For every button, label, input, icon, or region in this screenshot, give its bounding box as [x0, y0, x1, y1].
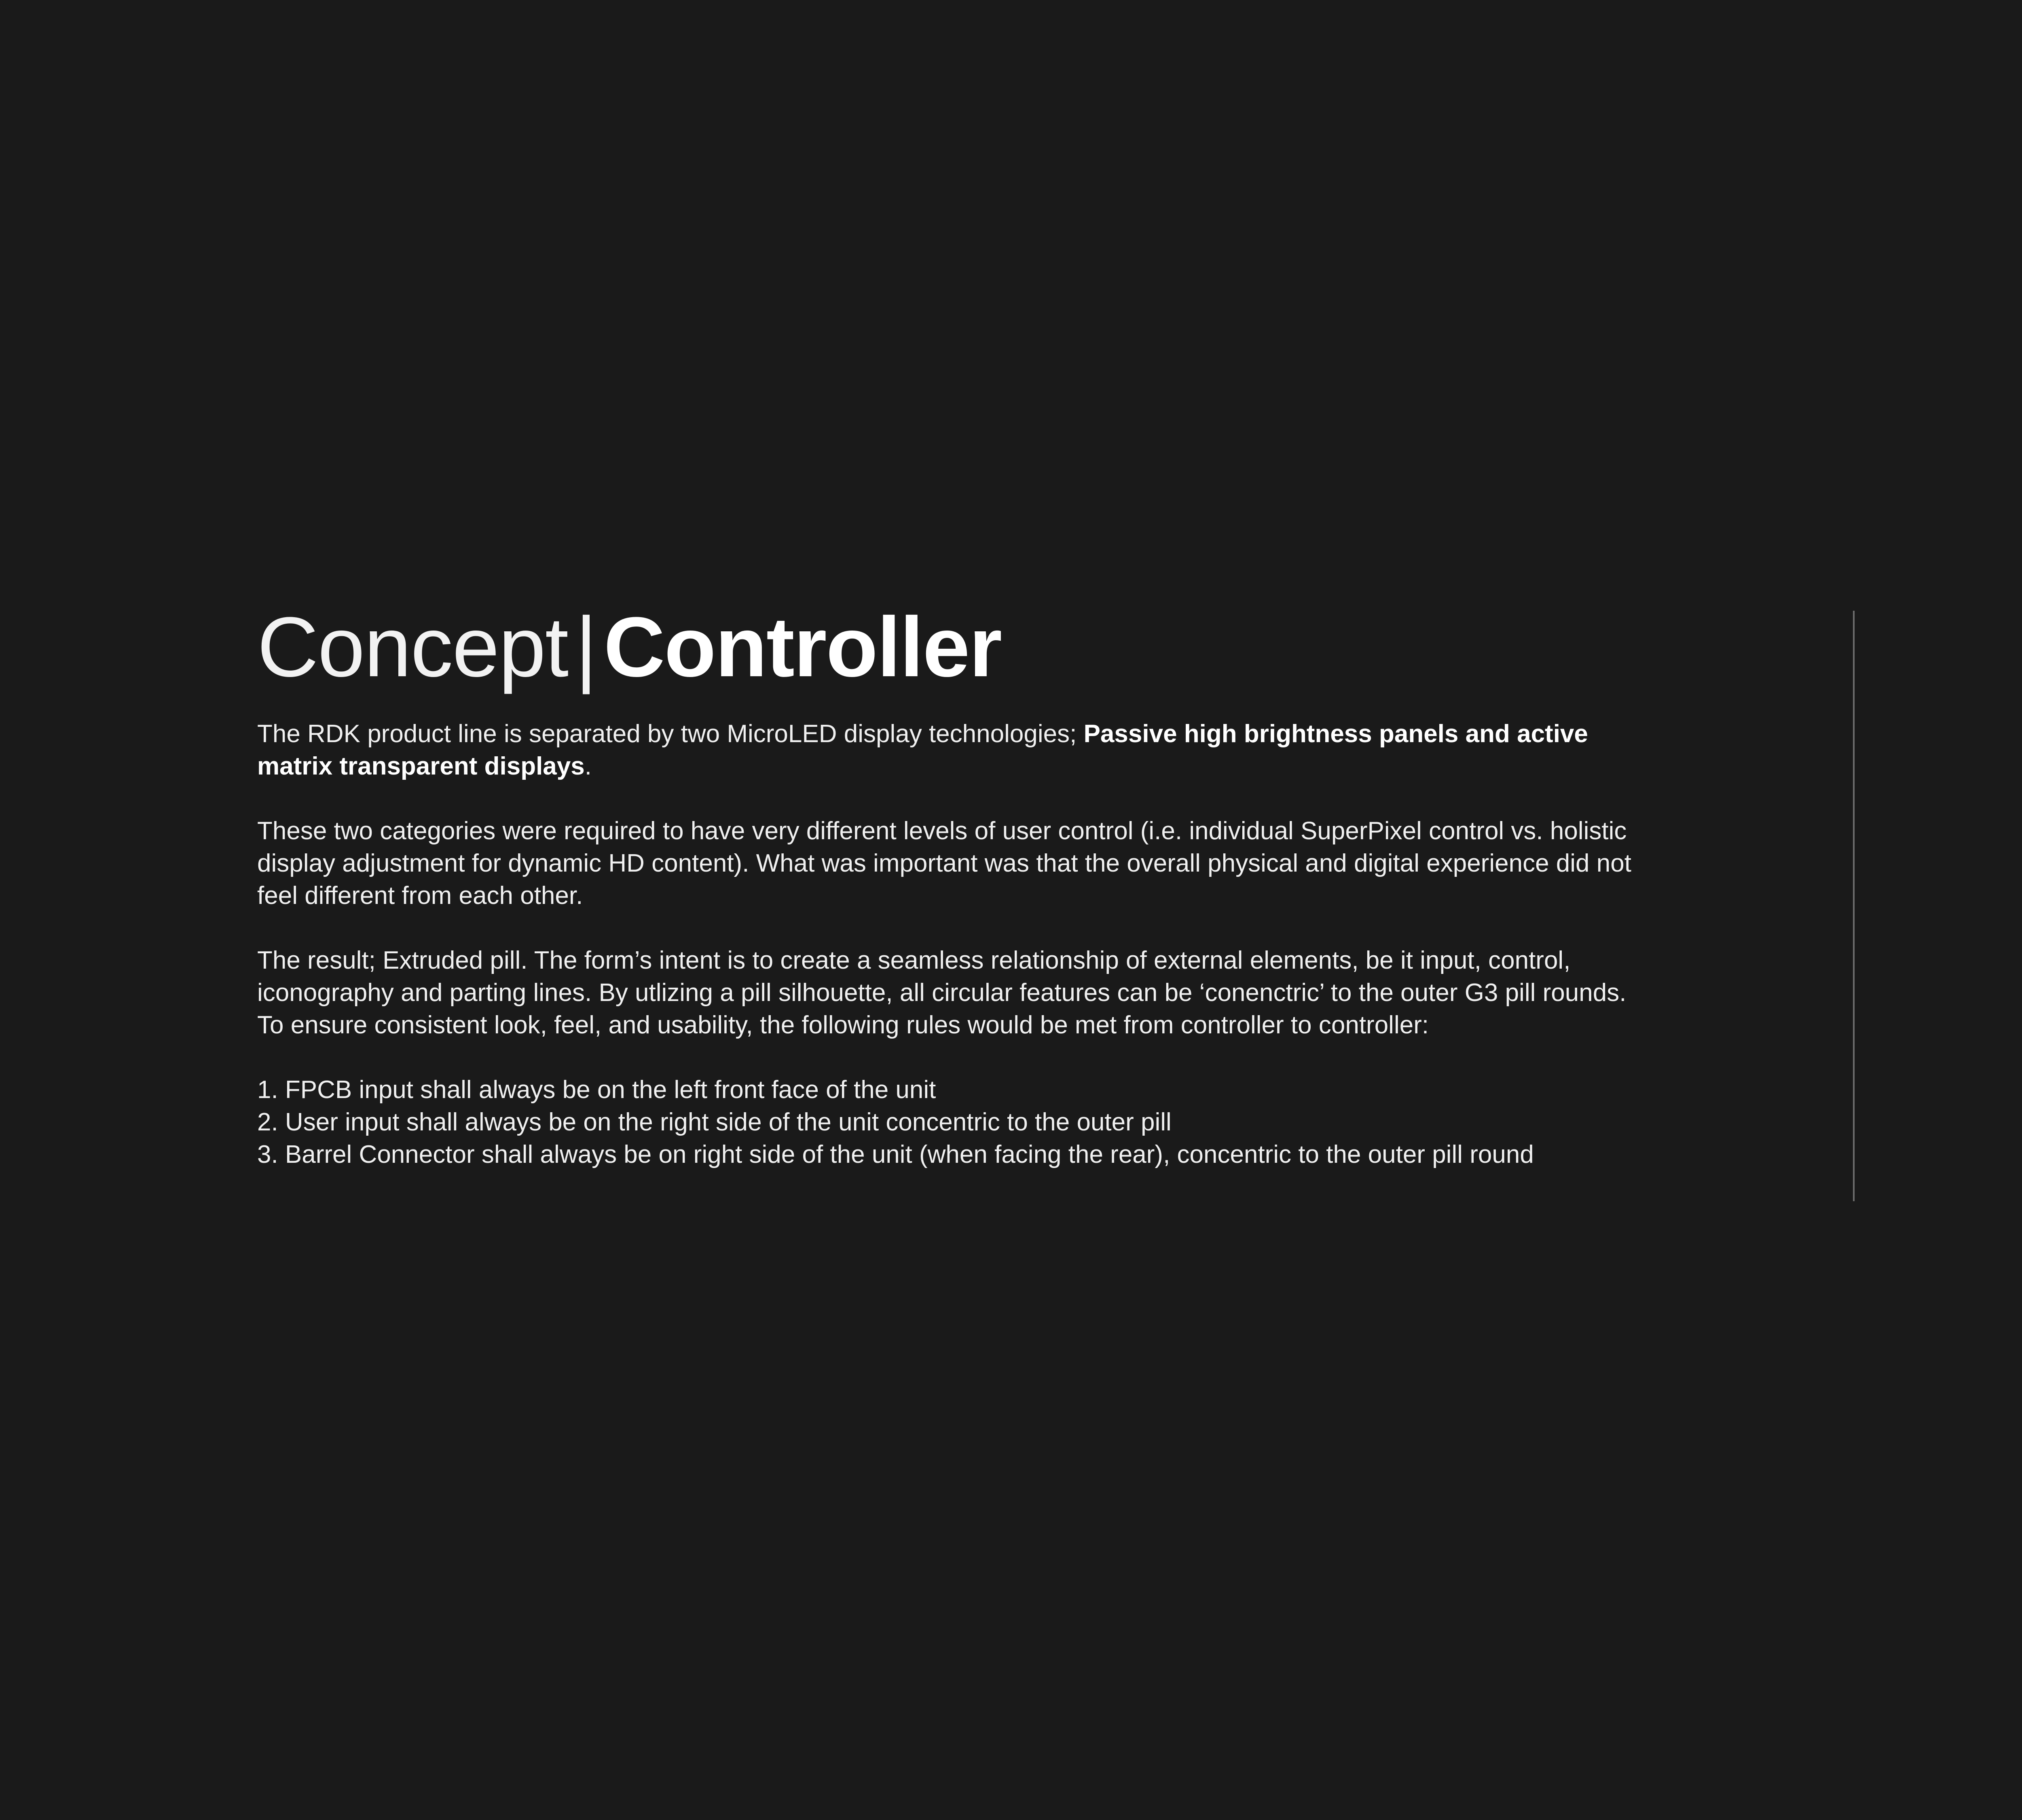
paragraph-result: The result; Extruded pill. The form’s intent is to create a seamless relationship of external elements, be it input, control, iconography and parting lines. By utlizing a pill silhouette, all circular features can be ‘conenctric’ to the outer G3 pill rounds. To ensure consistent look, feel, and usability, the following rules would be met from controller to controller: [257, 946, 1626, 1039]
intro-emphasis: Passive high brightness panels and active matrix transparent displays [257, 720, 1588, 780]
title-bold: Controller [603, 599, 1002, 694]
intro-end: . [584, 752, 592, 780]
paragraph-categories: These two categories were required to have very different levels of user control (i.e. individual SuperPixel control vs. holistic display adjustment for dynamic HD content). What was important was that the overall physical and digital experience did not feel different from each other. [257, 817, 1631, 910]
title-separator: | [575, 599, 596, 694]
rule-item: 3. Barrel Connector shall always be on right side of the unit (when facing the rear), concentric to the outer pill round [257, 1141, 1534, 1168]
intro-text: The RDK product line is separated by two MicroLED display technologies; [257, 720, 1084, 748]
rule-item: 2. User input shall always be on the right side of the unit concentric to the outer pill [257, 1108, 1172, 1136]
title-light: Concept [257, 599, 568, 694]
rule-item: 1. FPCB input shall always be on the left front face of the unit [257, 1076, 936, 1104]
